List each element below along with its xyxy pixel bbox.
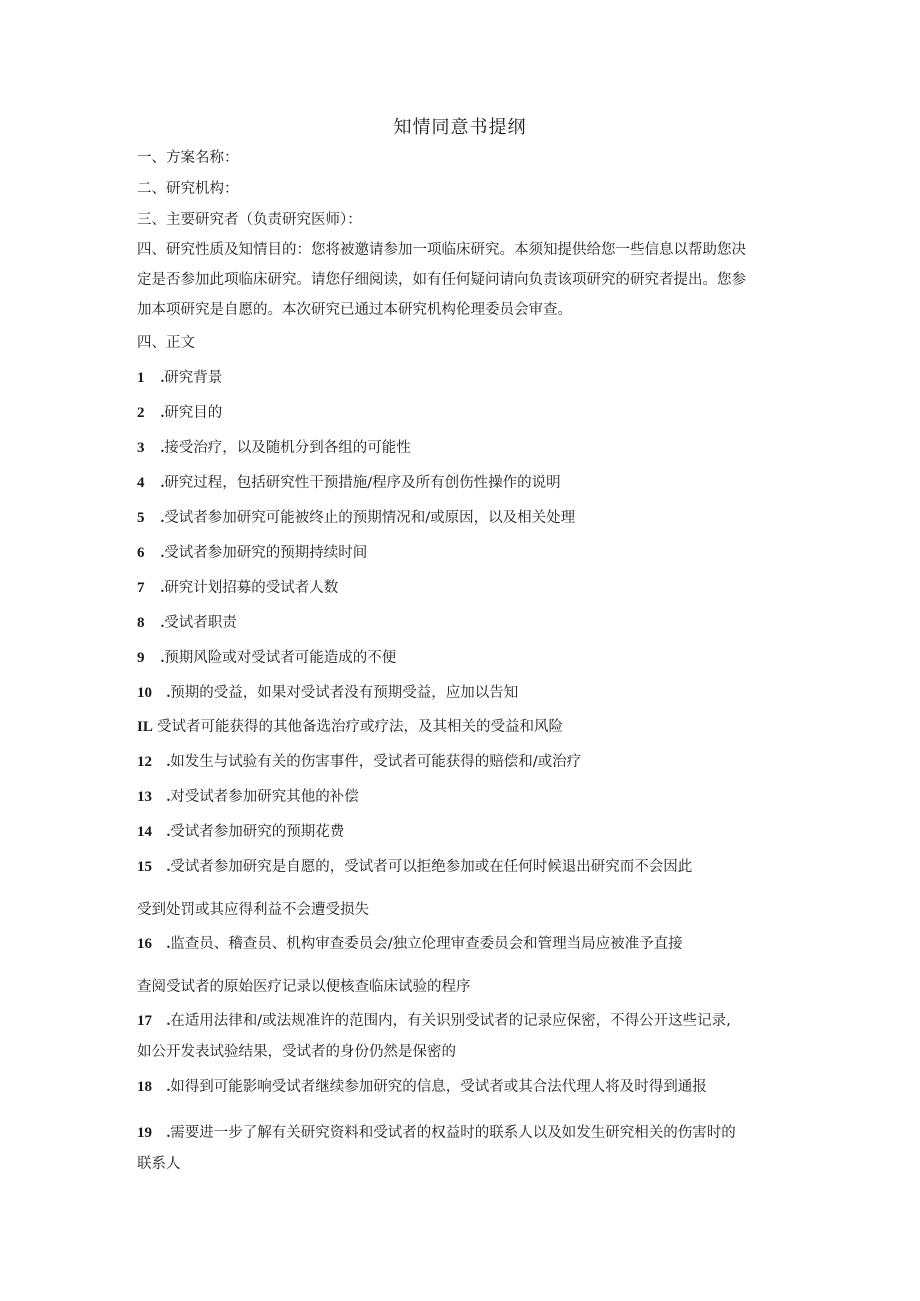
item-number: 13 bbox=[137, 789, 152, 805]
protocol-name-line: 一、方案名称： bbox=[137, 150, 239, 166]
item-separator: . bbox=[163, 824, 171, 840]
item-number: 3 bbox=[137, 440, 145, 456]
item-text: 接受治疗，以及随机分到各组的可能性 bbox=[164, 440, 411, 456]
item-text: 对受试者参加研究其他的补偿 bbox=[170, 789, 359, 805]
list-item bbox=[137, 578, 338, 598]
item-separator: . bbox=[163, 685, 171, 701]
list-item bbox=[137, 787, 359, 807]
list-item bbox=[137, 543, 367, 563]
item-separator: . bbox=[163, 1013, 171, 1029]
item-number: 18 bbox=[137, 1079, 152, 1095]
purpose-line-1: 四、研究性质及知情目的：您将被邀请参加一项临床研究。本须知提供给您一些信息以帮助您决 bbox=[137, 242, 746, 258]
item-separator: . bbox=[163, 754, 171, 770]
list-item bbox=[137, 752, 581, 772]
list-item bbox=[137, 368, 222, 388]
item-text: 如得到可能影响受试者继续参加研究的信息，受试者或其合法代理人将及时得到通报 bbox=[170, 1079, 707, 1095]
item-number: 10 bbox=[137, 685, 152, 701]
list-item bbox=[137, 403, 222, 423]
item-continuation: 如公开发表试验结果，受试者的身份仍然是保密的 bbox=[137, 1044, 456, 1060]
item-text: 在适用法律和/或法规准许的范围内，有关识别受试者的记录应保密，不得公开这些记录, bbox=[170, 1013, 731, 1029]
list-item bbox=[137, 717, 563, 737]
item-continuation: 联系人 bbox=[137, 1156, 181, 1172]
item-number: 1 bbox=[137, 370, 145, 386]
item-text: 如发生与试验有关的伤害事件，受试者可能获得的赔偿和/或治疗 bbox=[170, 754, 582, 770]
item-text: 需要进一步了解有关研究资料和受试者的权益时的联系人以及如发生研究相关的伤害时的 bbox=[170, 1125, 736, 1141]
item-number: 15 bbox=[137, 859, 152, 875]
item-text: 受试者可能获得的其他备选治疗或疗法，及其相关的受益和风险 bbox=[157, 719, 563, 735]
list-item bbox=[137, 508, 575, 528]
list-item bbox=[137, 648, 396, 668]
item-text: 预期风险或对受试者可能造成的不便 bbox=[164, 650, 397, 666]
list-item bbox=[137, 1077, 707, 1097]
item-number: 12 bbox=[137, 754, 152, 770]
item-text: 受试者职责 bbox=[164, 615, 237, 631]
section-heading: 四、正文 bbox=[137, 335, 195, 351]
list-item bbox=[137, 822, 344, 842]
item-number: IL bbox=[137, 719, 153, 735]
item-number: 19 bbox=[137, 1125, 152, 1141]
item-separator: . bbox=[157, 405, 165, 421]
list-item bbox=[137, 473, 561, 493]
item-separator: . bbox=[163, 1125, 171, 1141]
document-title: 知情同意书提纲 bbox=[393, 117, 527, 138]
item-text: 监查员、稽查员、机构审查委员会/独立伦理审查委员会和管理当局应被准予直接 bbox=[170, 936, 683, 952]
item-separator: . bbox=[157, 545, 165, 561]
item-number: 6 bbox=[137, 545, 145, 561]
purpose-line-2: 定是否参加此项临床研究。请您仔细阅读，如有任何疑问请向负责该项研究的研究者提出。您参 bbox=[137, 272, 746, 288]
item-separator: . bbox=[163, 859, 171, 875]
list-item bbox=[137, 613, 237, 633]
item-text: 研究背景 bbox=[164, 370, 223, 386]
item-number: 14 bbox=[137, 824, 152, 840]
item-separator: . bbox=[157, 615, 165, 631]
item-number: 7 bbox=[137, 580, 145, 596]
item-number: 9 bbox=[137, 650, 145, 666]
item-text: 受试者参加研究是自愿的，受试者可以拒绝参加或在任何时候退出研究而不会因此 bbox=[170, 859, 693, 875]
item-text: 受试者参加研究的预期持续时间 bbox=[164, 545, 368, 561]
item-number: 2 bbox=[137, 405, 145, 421]
list-item bbox=[137, 1123, 736, 1143]
item-text: 研究过程，包括研究性干预措施/程序及所有创伤性操作的说明 bbox=[164, 475, 561, 491]
list-item bbox=[137, 1011, 731, 1031]
list-item bbox=[137, 857, 692, 877]
item-separator: . bbox=[163, 1079, 171, 1095]
item-separator: . bbox=[157, 580, 165, 596]
research-institution-line: 二、研究机构： bbox=[137, 181, 239, 197]
item-separator: . bbox=[163, 936, 171, 952]
item-number: 17 bbox=[137, 1013, 152, 1029]
item-number: 8 bbox=[137, 615, 145, 631]
item-separator: . bbox=[157, 510, 165, 526]
purpose-line-3: 加本项研究是自愿的。本次研究已通过本研究机构伦理委员会审查。 bbox=[137, 302, 572, 318]
item-continuation: 查阅受试者的原始医疗记录以便核查临床试验的程序 bbox=[137, 979, 471, 995]
item-text: 研究目的 bbox=[164, 405, 223, 421]
item-number: 16 bbox=[137, 936, 152, 952]
item-separator: . bbox=[157, 650, 165, 666]
item-number: 4 bbox=[137, 475, 145, 491]
list-item bbox=[137, 438, 411, 458]
list-item bbox=[137, 934, 683, 954]
item-separator: . bbox=[157, 370, 165, 386]
item-text: 受试者参加研究可能被终止的预期情况和/或原因，以及相关处理 bbox=[164, 510, 576, 526]
item-separator: . bbox=[157, 475, 165, 491]
item-continuation: 受到处罚或其应得利益不会遭受损失 bbox=[137, 902, 369, 918]
item-separator: . bbox=[163, 789, 171, 805]
item-text: 预期的受益，如果对受试者没有预期受益，应加以告知 bbox=[170, 685, 519, 701]
item-separator: . bbox=[157, 440, 165, 456]
list-item bbox=[137, 683, 518, 703]
principal-investigator-line: 三、主要研究者（负责研究医师）： bbox=[137, 212, 362, 228]
item-text: 研究计划招募的受试者人数 bbox=[164, 580, 339, 596]
item-number: 5 bbox=[137, 510, 145, 526]
item-text: 受试者参加研究的预期花费 bbox=[170, 824, 345, 840]
